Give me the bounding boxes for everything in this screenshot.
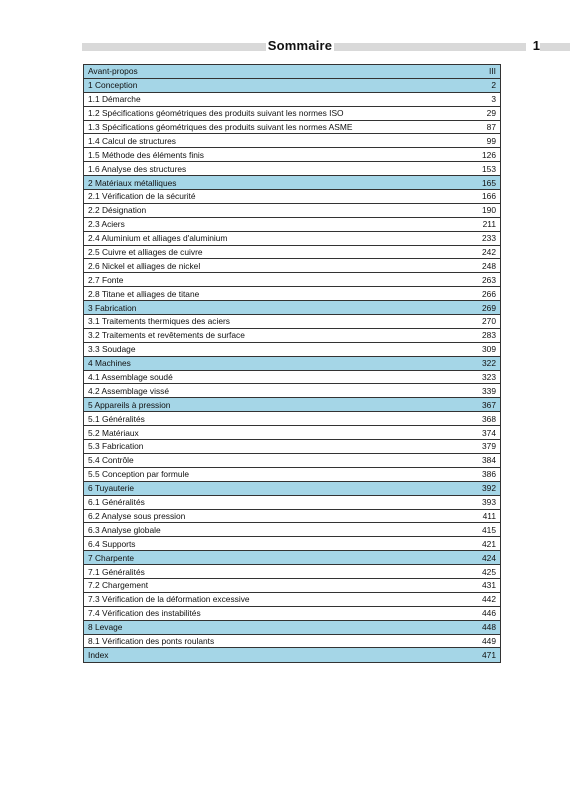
toc-label: 3.2 Traitements et revêtements de surface <box>88 330 245 341</box>
toc-label: 7.1 Généralités <box>88 566 145 577</box>
toc-entry-row[interactable] <box>84 537 500 551</box>
toc-label: 1.2 Spécifications géométriques des produits suivant les normes ISO <box>88 108 344 119</box>
toc-label: Avant-propos <box>88 66 138 77</box>
toc-page-number: 248 <box>482 260 496 271</box>
toc-section-row[interactable] <box>84 648 500 662</box>
toc-page-number: 269 <box>482 302 496 313</box>
toc-page-number: III <box>489 66 496 77</box>
toc-label: 1.6 Analyse des structures <box>88 163 187 174</box>
toc-page-number: 309 <box>482 344 496 355</box>
toc-page-number: 126 <box>482 149 496 160</box>
toc-entry-row[interactable] <box>84 93 500 107</box>
toc-page-number: 190 <box>482 205 496 216</box>
toc-label: 1.3 Spécifications géométriques des produits suivant les normes ASME <box>88 122 353 132</box>
toc-page-number: 166 <box>482 191 496 202</box>
toc-label: 2.4 Aluminium et alliages d'aluminium <box>88 233 228 244</box>
toc-entry-row[interactable] <box>84 510 500 524</box>
toc-entry-row[interactable] <box>84 190 500 204</box>
toc-page-number: 446 <box>482 608 496 619</box>
toc-page-number: 393 <box>482 497 496 508</box>
toc-entry-row[interactable] <box>84 315 500 329</box>
toc-page-number: 425 <box>482 566 496 577</box>
toc-entry-row[interactable] <box>84 273 500 287</box>
toc-entry-row[interactable] <box>84 454 500 468</box>
toc-label: 7.3 Vérification de la déformation excessive <box>88 594 250 605</box>
toc-page-number: 87 <box>486 122 496 132</box>
toc-page-number: 431 <box>482 580 496 591</box>
toc-entry-row[interactable] <box>84 121 500 135</box>
toc-entry-row[interactable] <box>84 607 500 621</box>
toc-page-number: 449 <box>482 635 496 646</box>
toc-entry-row[interactable] <box>84 259 500 273</box>
toc-entry-row[interactable] <box>84 204 500 218</box>
toc-entry-row[interactable] <box>84 134 500 148</box>
toc-page-number: 165 <box>482 177 496 188</box>
toc-label: 5 Appareils à pression <box>88 399 171 410</box>
toc-label: 3.3 Soudage <box>88 344 136 355</box>
toc-label: Index <box>88 650 109 661</box>
toc-entry-row[interactable] <box>84 148 500 162</box>
toc-entry-row[interactable] <box>84 593 500 607</box>
toc-page-number: 323 <box>482 372 496 383</box>
toc-page-number: 153 <box>482 163 496 174</box>
toc-label: 6 Tuyauterie <box>88 483 135 494</box>
toc-page-number: 283 <box>482 330 496 341</box>
toc-page-number: 2 <box>491 80 496 91</box>
toc-entry-row[interactable] <box>84 412 500 426</box>
toc-label: 2.3 Aciers <box>88 219 125 230</box>
toc-page-number: 263 <box>482 274 496 285</box>
toc-section-row[interactable] <box>84 398 500 412</box>
toc-label: 3.1 Traitements thermiques des aciers <box>88 316 230 327</box>
toc-label: 5.3 Fabrication <box>88 441 144 452</box>
toc-page-number: 374 <box>482 427 496 438</box>
toc-section-row[interactable] <box>84 176 500 190</box>
toc-label: 6.1 Généralités <box>88 497 145 508</box>
toc-page-number: 415 <box>482 524 496 535</box>
toc-entry-row[interactable] <box>84 287 500 301</box>
toc-page-number: 442 <box>482 594 496 605</box>
toc-page-number: 448 <box>482 622 496 633</box>
toc-section-row[interactable] <box>84 551 500 565</box>
toc-entry-row[interactable] <box>84 523 500 537</box>
toc-page-number: 471 <box>482 650 496 661</box>
toc-page-number: 386 <box>482 469 496 480</box>
toc-entry-row[interactable] <box>84 343 500 357</box>
page-number: 1 <box>526 38 540 53</box>
toc-page-number: 211 <box>482 219 496 230</box>
toc-label: 1.1 Démarche <box>88 94 141 105</box>
toc-page-number: 424 <box>482 552 496 563</box>
toc-entry-row[interactable] <box>84 384 500 398</box>
toc-label: 2.5 Cuivre et alliages de cuivre <box>88 247 203 258</box>
toc-label: 7 Charpente <box>88 552 135 563</box>
page-title: Sommaire <box>267 38 333 53</box>
toc-label: 6.2 Analyse sous pression <box>88 510 186 521</box>
toc-page-number: 322 <box>482 358 496 369</box>
toc-page-number: 411 <box>482 510 496 521</box>
toc-entry-row[interactable] <box>84 218 500 232</box>
toc-page-number: 367 <box>482 399 496 410</box>
toc-entry-row[interactable] <box>84 162 500 176</box>
toc-page-number: 392 <box>482 483 496 494</box>
toc-section-row[interactable] <box>84 65 500 79</box>
table-of-contents <box>83 64 501 663</box>
toc-label: 8 Levage <box>88 622 123 633</box>
toc-label: 6.3 Analyse globale <box>88 524 161 535</box>
toc-entry-row[interactable] <box>84 329 500 343</box>
toc-label: 1.4 Calcul de structures <box>88 135 176 146</box>
toc-label: 4.1 Assemblage soudé <box>88 372 173 383</box>
toc-entry-row[interactable] <box>84 246 500 260</box>
toc-entry-row[interactable] <box>84 565 500 579</box>
toc-page-number: 99 <box>486 135 496 146</box>
toc-section-row[interactable] <box>84 621 500 635</box>
toc-page-number: 270 <box>482 316 496 327</box>
toc-label: 7.4 Vérification des instabilités <box>88 608 201 619</box>
toc-page-number: 266 <box>482 288 496 299</box>
toc-label: 1.5 Méthode des éléments finis <box>88 149 204 160</box>
toc-page-number: 29 <box>486 108 496 119</box>
toc-page-number: 339 <box>482 385 496 396</box>
toc-entry-row[interactable] <box>84 440 500 454</box>
toc-label: 5.5 Conception par formule <box>88 469 190 480</box>
toc-label: 5.4 Contrôle <box>88 455 134 466</box>
toc-entry-row[interactable] <box>84 232 500 246</box>
toc-label: 4 Machines <box>88 358 131 369</box>
toc-label: 6.4 Supports <box>88 538 136 549</box>
toc-page-number: 368 <box>482 413 496 424</box>
toc-label: 5.1 Généralités <box>88 413 145 424</box>
toc-page-number: 421 <box>482 538 496 549</box>
toc-entry-row[interactable] <box>84 107 500 121</box>
toc-section-row[interactable] <box>84 79 500 93</box>
toc-section-row[interactable] <box>84 357 500 371</box>
toc-label: 3 Fabrication <box>88 302 137 313</box>
toc-page-number: 3 <box>491 94 496 105</box>
toc-entry-row[interactable] <box>84 426 500 440</box>
page-title-wrap <box>0 38 570 53</box>
toc-label: 5.2 Matériaux <box>88 427 139 438</box>
toc-entry-row[interactable] <box>84 635 500 649</box>
toc-label: 2.2 Désignation <box>88 205 147 216</box>
toc-label: 2.1 Vérification de la sécurité <box>88 191 196 202</box>
toc-label: 7.2 Chargement <box>88 580 149 591</box>
toc-label: 8.1 Vérification des ponts roulants <box>88 635 215 646</box>
toc-page-number: 379 <box>482 441 496 452</box>
toc-entry-row[interactable] <box>84 579 500 593</box>
toc-label: 2.7 Fonte <box>88 274 124 285</box>
toc-entry-row[interactable] <box>84 496 500 510</box>
toc-entry-row[interactable] <box>84 371 500 385</box>
toc-section-row[interactable] <box>84 301 500 315</box>
toc-label: 2.8 Titane et alliages de titane <box>88 288 200 299</box>
toc-page-number: 242 <box>482 247 496 258</box>
toc-label: 2 Matériaux métalliques <box>88 177 177 188</box>
toc-entry-row[interactable] <box>84 468 500 482</box>
toc-label: 1 Conception <box>88 80 138 91</box>
toc-section-row[interactable] <box>84 482 500 496</box>
toc-label: 2.6 Nickel et alliages de nickel <box>88 260 201 271</box>
toc-page-number: 233 <box>482 233 496 244</box>
toc-label: 4.2 Assemblage vissé <box>88 385 170 396</box>
toc-page-number: 384 <box>482 455 496 466</box>
